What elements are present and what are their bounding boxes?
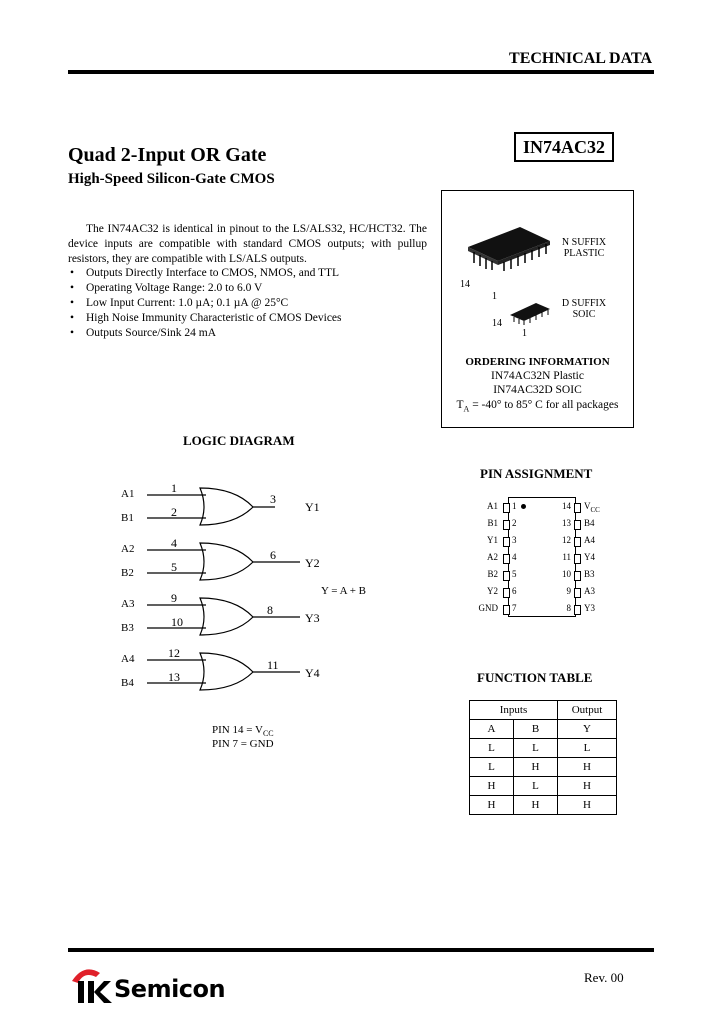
pin-number-left: 1 [512,501,517,511]
cell-y: H [558,777,617,796]
pin-number-right: 9 [566,586,571,596]
table-row [470,796,617,815]
gate4-pin-b: 13 [168,670,180,684]
pin-number-left: 7 [512,603,517,613]
d-suffix-label: D SUFFIX [561,298,607,309]
pin-name-right [584,552,595,565]
pin-number-right: 11 [562,552,571,562]
logic-diagram-heading: LOGIC DIAGRAM [183,433,295,448]
pin-name-right-text: Y4 [584,552,595,562]
gate4-pin-out: 11 [267,658,279,672]
gate1-input-b: B1 [121,512,134,524]
gate3-output: Y3 [305,611,320,625]
gate4-input-b: B4 [121,677,134,689]
pin-name-right-text: B4 [584,518,595,528]
pin-box-left [503,571,510,581]
pin-name-left: A1 [487,501,498,511]
pin7-note: PIN 7 = GND [212,738,274,750]
pin-name-right-text: V [584,501,591,511]
soic-pin1-label: 1 [522,328,527,339]
pin-box-right [574,571,581,581]
d-package-type: SOIC [572,309,596,320]
dip-package-image [464,211,554,271]
gate2-input-a: A2 [121,543,135,555]
function-table-heading: FUNCTION TABLE [477,670,593,685]
pin-number-left: 5 [512,569,517,579]
pin-name-right-text: B3 [584,569,595,579]
revision-label: Rev. 00 [584,970,624,985]
gate4-pin-a: 12 [168,646,180,660]
pin-name-right [584,535,595,548]
cell-b: L [514,777,558,796]
pin-number-right: 10 [562,569,571,579]
pin-number-right: 13 [562,518,571,528]
pin-box-right [574,503,581,513]
pin-name-right [584,518,595,531]
temp-subscript: A [463,404,470,414]
gate1-pin-out: 3 [270,492,276,506]
pin-box-right [574,605,581,615]
gate2-pin-b: 5 [171,560,177,574]
gate2-output: Y2 [305,556,320,570]
table-row [470,739,617,758]
gate3-pin-a: 9 [171,591,177,605]
pin-name-right-text: A4 [584,535,595,545]
or-gate-2 [147,543,300,580]
pin-name-right-text: Y3 [584,603,595,613]
gate3-pin-out: 8 [267,603,273,617]
gate2-pin-out: 6 [270,548,276,562]
cell-y: H [558,758,617,777]
pin-number-left: 2 [512,518,517,528]
pin1-marker-dot [521,504,526,509]
table-row [470,758,617,777]
description-paragraph: The IN74AC32 is identical in pinout to the LS/ALS32, HC/HCT32. The device inputs are compatible with standard CMOS outputs; with pullup resistors, they are compatible with LS/ALS outputs. [68,223,427,265]
gate2-pin-a: 4 [171,536,177,550]
pin-box-right [574,537,581,547]
pin-number-left: 3 [512,535,517,545]
pin-assignment-heading: PIN ASSIGNMENT [480,466,593,481]
feature-item: • Low Input Current: 1.0 µA; 0.1 µA @ 25°C [68,296,428,311]
soic-pin14-label: 14 [492,318,502,329]
temp-symbol: T [456,399,464,411]
feature-item: • Outputs Directly Interface to CMOS, NMOS, and TTL [68,266,428,281]
cell-y: L [558,739,617,758]
pin-name-right [584,569,595,582]
features-list [68,266,428,341]
pin-box-left [503,605,510,615]
inputs-header: Inputs [470,701,558,720]
pin-name-left: Y1 [487,535,498,545]
or-gate-1 [147,488,275,525]
soic-package-image [506,297,552,325]
col-header-y: Y [558,720,617,739]
ik-semicon-logo [70,961,260,1007]
gate4-input-a: A4 [121,653,135,665]
pin-name-right [584,603,595,616]
dip-pin1-label: 1 [492,291,497,302]
n-package-type: PLASTIC [563,248,605,259]
cell-b: L [514,739,558,758]
pin-box-left [503,503,510,513]
pin-number-left: 4 [512,552,517,562]
pin-box-left [503,588,510,598]
ordering-line-plastic: IN74AC32N Plastic [491,370,584,382]
pin-number-right: 8 [566,603,571,613]
pin-name-right-text: A3 [584,586,595,596]
ordering-heading: ORDERING INFORMATION [465,356,610,368]
logo-text: Semicon [114,975,226,1003]
dip-pin14-label: 14 [460,279,470,290]
pin-box-left [503,520,510,530]
page-title: Quad 2-Input OR Gate [68,144,267,166]
feature-item: • High Noise Immunity Characteristic of CMOS Devices [68,311,428,326]
or-gate-3 [147,598,300,635]
gate2-input-b: B2 [121,567,134,579]
pin14-text: PIN 14 = V [212,724,263,736]
pin14-subscript: CC [262,729,274,739]
pin-box-left [503,537,510,547]
gate3-input-b: B3 [121,622,134,634]
n-suffix-label: N SUFFIX [561,237,607,248]
gate1-pin-a: 1 [171,481,177,495]
temp-range-text: = -40° to 85° C for all packages [469,399,619,411]
pin-name-right [584,501,600,514]
technical-data-label: TECHNICAL DATA [509,50,652,67]
gate4-output: Y4 [305,666,320,680]
gate3-input-a: A3 [121,598,135,610]
cell-a: H [470,796,514,815]
pin-box-left [503,554,510,564]
pin-number-left: 6 [512,586,517,596]
pin-box-right [574,588,581,598]
pin-name-left: B1 [487,518,498,528]
header-rule [68,70,654,74]
pin-name-right [584,586,595,599]
pin-number-right: 12 [562,535,571,545]
gate3-pin-b: 10 [171,615,183,629]
function-table [469,700,617,815]
cell-b: H [514,758,558,777]
col-header-a: A [470,720,514,739]
page-subtitle: High-Speed Silicon-Gate CMOS [68,171,275,187]
pin-box-right [574,554,581,564]
logic-equation: Y = A + B [321,585,367,597]
output-header: Output [558,701,617,720]
feature-item: • Outputs Source/Sink 24 mA [68,326,428,341]
pin14-note [212,724,274,738]
gate1-output: Y1 [305,500,320,514]
package-box [441,190,634,428]
temperature-range [442,398,633,416]
cell-a: L [470,758,514,777]
cell-b: H [514,796,558,815]
cell-a: L [470,739,514,758]
pin-name-right-sub: CC [590,505,600,514]
table-row [470,777,617,796]
cell-y: H [558,796,617,815]
gate1-pin-b: 2 [171,505,177,519]
part-number-box: IN74AC32 [514,132,614,162]
footer-rule [68,948,654,952]
pin-name-left: B2 [487,569,498,579]
ordering-line-soic: IN74AC32D SOIC [493,384,582,396]
pin-number-right: 14 [562,501,571,511]
gate1-input-a: A1 [121,488,135,500]
feature-item: • Operating Voltage Range: 2.0 to 6.0 V [68,281,428,296]
pin-name-left: GND [478,603,498,613]
pin-name-left: Y2 [487,586,498,596]
cell-a: H [470,777,514,796]
pin-box-right [574,520,581,530]
col-header-b: B [514,720,558,739]
pin-name-left: A2 [487,552,498,562]
